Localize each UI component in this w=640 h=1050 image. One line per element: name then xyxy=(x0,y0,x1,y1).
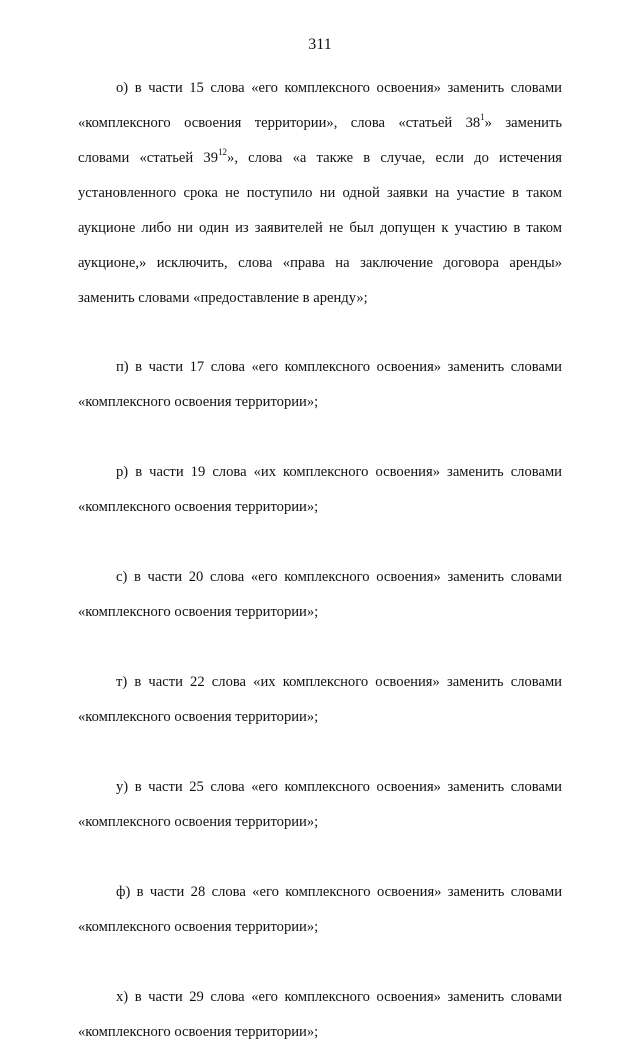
paragraph-line: «комплексного освоения территории»; xyxy=(78,394,319,410)
paragraph-line: у) в части 25 слова «его комплексного освоения» заменить словами xyxy=(116,779,562,795)
paragraph-line: р) в части 19 слова «их комплексного освоения» заменить словами xyxy=(116,464,562,480)
paragraph-line: «комплексного освоения территории»; xyxy=(78,814,319,830)
text-fragment: словами «статьей 39 xyxy=(78,150,219,166)
paragraph-line: с) в части 20 слова «его комплексного освоения» заменить словами xyxy=(116,569,562,585)
paragraph-f xyxy=(78,875,562,945)
superscript: 1 xyxy=(480,112,485,123)
paragraph-o xyxy=(78,71,562,316)
paragraph-p xyxy=(78,350,562,420)
paragraph-line: «комплексного освоения территории»; xyxy=(78,499,319,515)
paragraph-gap xyxy=(78,630,562,665)
paragraph-u xyxy=(78,770,562,840)
document-body xyxy=(78,71,562,1050)
paragraph-gap xyxy=(78,840,562,875)
paragraph-gap xyxy=(78,420,562,455)
paragraph-s xyxy=(78,560,562,630)
paragraph-gap xyxy=(78,945,562,980)
page-number: 311 xyxy=(308,36,332,53)
paragraph-gap xyxy=(78,525,562,560)
paragraph-line: «комплексного освоения территории»; xyxy=(78,919,319,935)
paragraph-line: о) в части 15 слова «его комплексного освоения» заменить словами xyxy=(116,80,562,96)
paragraph-line xyxy=(78,106,562,141)
paragraph-line: ф) в части 28 слова «его комплексного освоения» заменить словами xyxy=(116,884,562,900)
text-fragment: «комплексного освоения территории», слова «статьей 38 xyxy=(78,115,481,131)
text-fragment: » заменить xyxy=(484,115,562,131)
paragraph-gap xyxy=(78,316,562,350)
paragraph-line: п) в части 17 слова «его комплексного освоения» заменить словами xyxy=(116,359,562,375)
paragraph-t xyxy=(78,665,562,735)
paragraph-h xyxy=(78,980,562,1050)
text-fragment: », слова «а также в случае, если до истечения xyxy=(227,150,562,166)
paragraph-line: «комплексного освоения территории»; xyxy=(78,1024,319,1040)
paragraph-line: «комплексного освоения территории»; xyxy=(78,604,319,620)
paragraph-line: установленного срока не поступило ни одной заявки на участие в таком xyxy=(78,185,562,201)
paragraph-line: «комплексного освоения территории»; xyxy=(78,709,319,725)
paragraph-line: аукционе,» исключить, слова «права на заключение договора аренды» xyxy=(78,255,562,271)
paragraph-gap xyxy=(78,735,562,770)
paragraph-line: заменить словами «предоставление в аренду»; xyxy=(78,290,368,306)
paragraph-line xyxy=(78,141,562,176)
paragraph-line: т) в части 22 слова «их комплексного освоения» заменить словами xyxy=(116,674,562,690)
paragraph-r xyxy=(78,455,562,525)
superscript: 12 xyxy=(218,147,228,158)
paragraph-line: аукционе либо ни один из заявителей не был допущен к участию в таком xyxy=(78,220,562,236)
paragraph-line: х) в части 29 слова «его комплексного освоения» заменить словами xyxy=(116,989,562,1005)
